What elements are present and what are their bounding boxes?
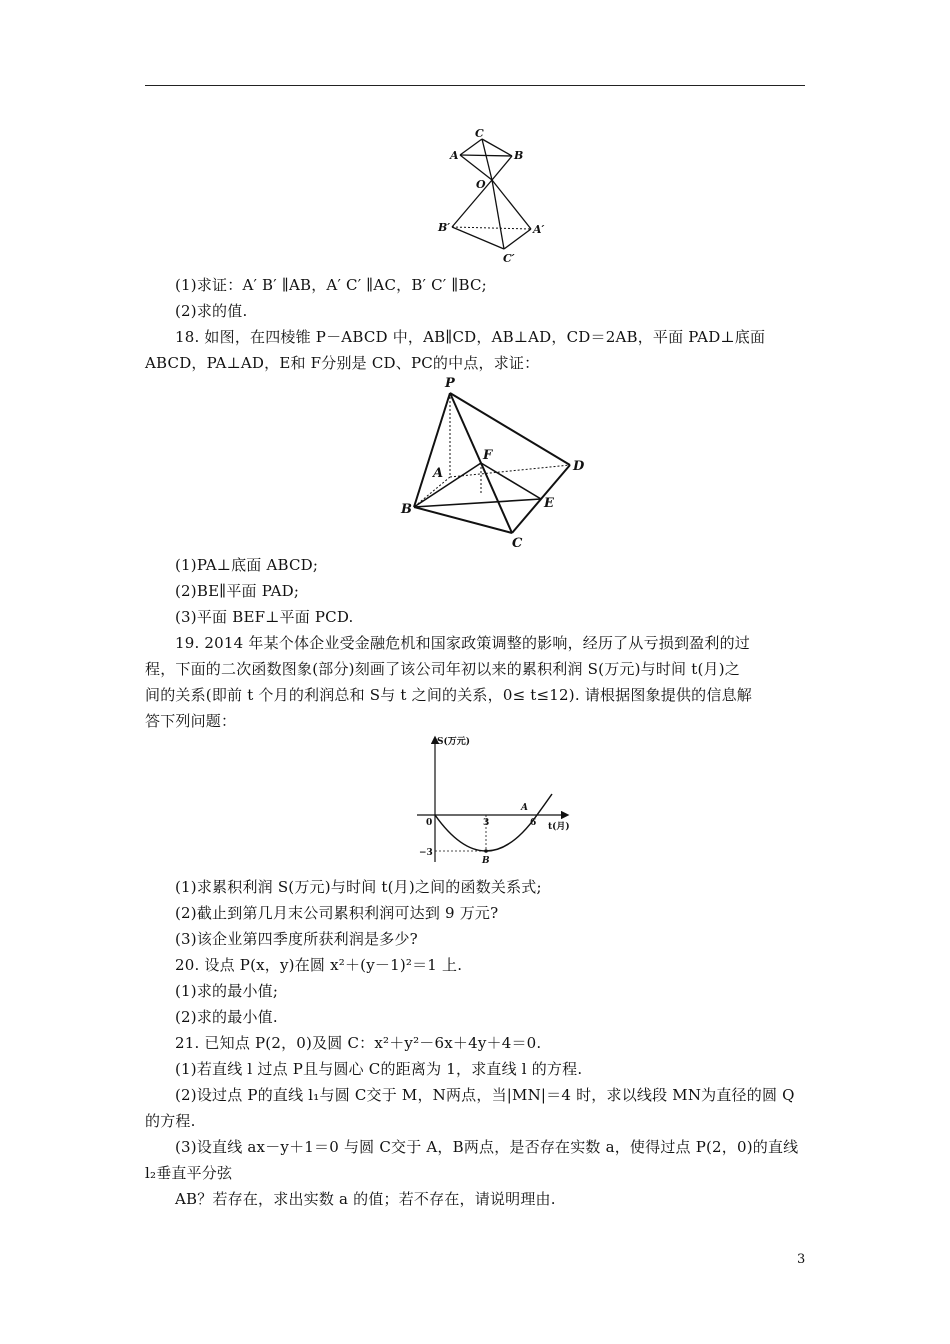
q19-part1: (1)求累积利润 S(万元)与时间 t(月)之间的函数关系式; xyxy=(175,878,542,896)
q18-part2: (2)BE∥平面 PAD; xyxy=(175,582,300,600)
fig18-label-e: E xyxy=(544,496,554,511)
fig19-tick-6: 6 xyxy=(530,818,537,828)
q21-stem: 21. 已知点 P(2，0)及圆 C：x²＋y²－6x＋4y＋4＝0. xyxy=(175,1034,542,1052)
fig17-label-c: C xyxy=(475,127,484,140)
q21-part3-line1: (3)设直线 ax－y＋1＝0 与圆 C交于 A，B两点，是否存在实数 a，使得过点 P(2，0)的直线 xyxy=(175,1138,799,1156)
fig18-label-a: A xyxy=(433,466,444,481)
fig19-tick-3: 3 xyxy=(483,818,490,828)
fig18-label-b: B xyxy=(401,502,412,517)
q18-stem-line2: ABCD，PA⊥AD，E和 F分别是 CD、PC的中点，求证： xyxy=(145,354,540,372)
fig19-y-axis-label: S(万元) xyxy=(437,737,471,747)
fig19-point-b: B xyxy=(482,856,490,866)
fig17-label-o: O xyxy=(476,178,486,191)
fig19-tick-neg3: −3 xyxy=(419,848,433,858)
q19-stem-line2: 程，下面的二次函数图象(部分)刻画了该公司年初以来的累积利润 S(万元)与时间 t(月)之 xyxy=(145,660,740,678)
fig19-origin-label: 0 xyxy=(426,818,433,828)
q19-stem-line4: 答下列问题： xyxy=(145,712,237,730)
q18-part3: (3)平面 BEF⊥平面 PCD. xyxy=(175,608,354,626)
q17-part1: (1)求证：A′ B′ ∥AB，A′ C′ ∥AC，B′ C′ ∥BC; xyxy=(175,276,487,294)
q19-part2: (2)截止到第几月末公司累积利润可达到 9 万元? xyxy=(175,904,499,922)
fig18-label-f: F xyxy=(483,448,493,463)
q21-part2-line1: (2)设过点 P的直线 l₁与圆 C交于 M，N两点，当|MN|＝4 时，求以线段 MN为直径的圆 Q xyxy=(175,1086,795,1104)
fig18-label-c: C xyxy=(512,536,523,548)
fig17-label-b: B xyxy=(514,149,524,162)
fig17-label-a: A xyxy=(450,149,459,162)
q20-part2: (2)求的最小值. xyxy=(175,1008,278,1026)
fig17-label-a1: A′ xyxy=(533,223,545,236)
q17-part2: (2)求的值. xyxy=(175,302,248,320)
q20-part1: (1)求的最小值; xyxy=(175,982,279,1000)
q19-stem-line1: 19. 2014 年某个体企业受金融危机和国家政策调整的影响，经历了从亏损到盈利的过 xyxy=(175,634,750,652)
header-rule xyxy=(145,85,805,86)
fig19-x-axis-label: t(月) xyxy=(548,822,570,832)
page-number: 3 xyxy=(797,1252,806,1267)
q21-part3-line2: l₂垂直平分弦 xyxy=(145,1164,233,1182)
q21-part1: (1)若直线 l 过点 P且与圆心 C的距离为 1，求直线 l 的方程. xyxy=(175,1060,583,1078)
figure-19-graph xyxy=(395,730,585,870)
q19-part3: (3)该企业第四季度所获利润是多少? xyxy=(175,930,418,948)
fig17-label-c1: C′ xyxy=(503,252,515,265)
fig18-label-p: P xyxy=(445,376,455,391)
q18-stem-line1: 18. 如图，在四棱锥 P－ABCD 中，AB∥CD，AB⊥AD，CD＝2AB，平面 PAD⊥底面 xyxy=(175,328,766,346)
figure-18-pyramid xyxy=(395,373,595,548)
fig19-point-a: A xyxy=(521,803,528,813)
q21-part2-line2: 的方程. xyxy=(145,1112,196,1130)
q21-part3-line3: AB？若存在，求出实数 a 的值；若不存在，请说明理由. xyxy=(175,1190,556,1208)
fig17-label-b1: B′ xyxy=(438,221,451,234)
q20-stem: 20. 设点 P(x，y)在圆 x²＋(y－1)²＝1 上. xyxy=(175,956,463,974)
fig18-label-d: D xyxy=(573,459,585,474)
figure-17-triangles xyxy=(430,125,560,265)
q18-part1: (1)PA⊥底面 ABCD; xyxy=(175,556,319,574)
q19-stem-line3: 间的关系(即前 t 个月的利润总和 S与 t 之间的关系，0≤ t≤12). 请根据图象提供的信息解 xyxy=(145,686,752,704)
